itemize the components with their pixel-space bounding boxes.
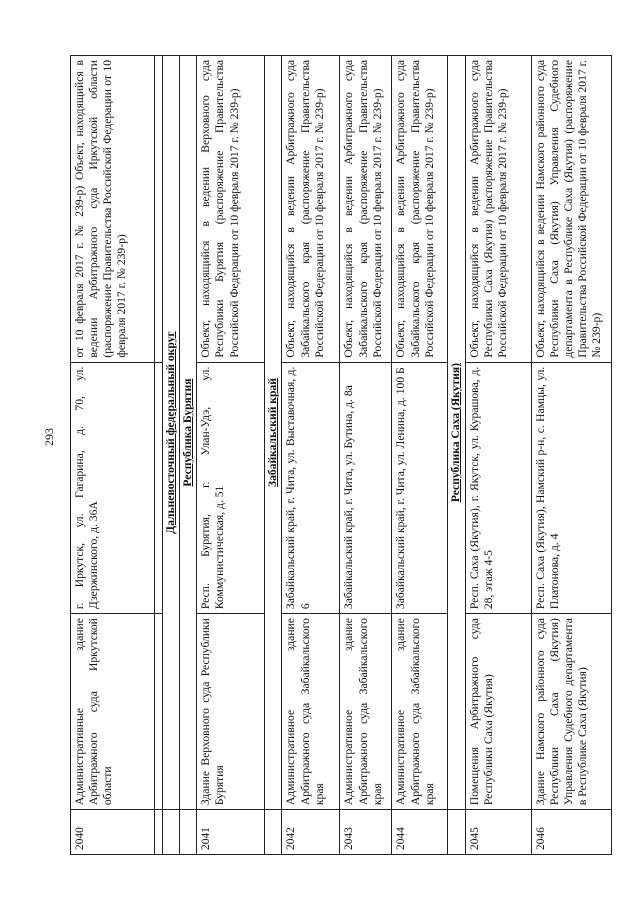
row-number: 2045	[465, 810, 531, 855]
page-number: 293	[42, 428, 56, 446]
object-basis: Объект, находящийся в ведении Арбитражного суда Забайкальского края (распоряжение Правительства Российской Федерации от 10 февраля 2017 г. № 239-р)	[282, 56, 340, 363]
object-basis: Объект, находящийся в ведении Арбитражного суда Республики Саха (Якутия) (распоряжение Правительства Российской Федерации от 10 февраля 2017 г. № 239-р)	[465, 56, 531, 363]
object-address: Респ. Саха (Якутия), Намский р-н, с. Намцы, ул. Платонова, д. 4	[531, 362, 611, 613]
region-heading: Забайкальский край	[265, 56, 282, 810]
region-heading: Дальневосточный федеральный округ	[163, 56, 180, 810]
region-row	[265, 56, 282, 855]
object-name: Здание Верховного суда Республики Бурятия	[197, 614, 265, 810]
row-number: 2040	[71, 810, 155, 855]
object-address: Забайкальский край, г. Чита, ул. Ленина, д. 100 Б	[392, 362, 448, 613]
object-name: Помещения Арбитражного суда Республики Саха (Якутия)	[465, 614, 531, 810]
table-row	[340, 56, 392, 855]
blank-row	[155, 56, 163, 855]
row-number: 2044	[392, 810, 448, 855]
object-name: Административные здание Арбитражного суда Иркутской области	[71, 614, 155, 810]
region-num-cell	[180, 810, 197, 855]
table-row	[531, 56, 611, 855]
object-name: Здание Намского районного суда Республики Саха (Якутия) Управления Судебного департамента в Республике Саха (Якутия)	[531, 614, 611, 810]
region-heading: Республика Бурятия	[180, 56, 197, 810]
object-basis: Объект, находящийся в ведении Арбитражного суда Забайкальского края (распоряжение Правительства Российской Федерации от 10 февраля 2017 г. № 239-р)	[340, 56, 392, 363]
object-basis: Объект, находящийся в ведении Арбитражного суда Забайкальского края (распоряжение Правительства Российской Федерации от 10 февраля 2017 г. № 239-р)	[392, 56, 448, 363]
object-name: Административное здание Арбитражного суда Забайкальского края	[282, 614, 340, 810]
table-row	[197, 56, 265, 855]
row-number: 2043	[340, 810, 392, 855]
table-row	[282, 56, 340, 855]
object-address: Забайкальский край, г. Чита, ул. Бутина, д. 8а	[340, 362, 392, 613]
row-number: 2046	[531, 810, 611, 855]
region-row	[448, 56, 465, 855]
table-row	[465, 56, 531, 855]
rotated-document	[70, 55, 604, 855]
property-table	[70, 55, 612, 855]
row-number: 2042	[282, 810, 340, 855]
object-basis: Объект, находящийся в ведении Намского районного суда Республики Саха (Якутия) Управления Судебного департамента в Республике Саха (Якутия) (распоряжение Правительства Российской Федерации от 10 февраля 2017 г. № 239-р)	[531, 56, 611, 363]
table-body	[71, 56, 612, 855]
object-address: Забайкальский край, г. Чита, ул. Выставочная, д. 6	[282, 362, 340, 613]
region-row	[180, 56, 197, 855]
blank-cell	[155, 362, 163, 613]
object-name: Административное здание Арбитражного суда Забайкальского края	[340, 614, 392, 810]
object-basis: Объект, находящийся в ведении Верховного суда Республики Бурятия (распоряжение Правительства Российской Федерации от 10 февраля 2017 г. № 239-р)	[197, 56, 265, 363]
object-basis: от 10 февраля 2017 г. № 239-р) Объект, находящийся в ведении Арбитражного суда Иркутской области (распоряжение Правительства Российской Федерации от 10 февраля 2017 г. № 239-р)	[71, 56, 155, 363]
region-num-cell	[448, 810, 465, 855]
region-num-cell	[265, 810, 282, 855]
row-number: 2041	[197, 810, 265, 855]
region-num-cell	[163, 810, 180, 855]
region-heading: Республика Саха (Якутия)	[448, 56, 465, 810]
region-row	[163, 56, 180, 855]
blank-cell	[155, 614, 163, 810]
blank-cell	[155, 56, 163, 363]
table-row	[71, 56, 155, 855]
object-address: г. Иркутск, ул. Гагарина, д. 70, ул. Дзержинского, д. 36А	[71, 362, 155, 613]
object-address: Респ. Саха (Якутия), г. Якутск, ул. Курашова, д. 28, этаж 4-5	[465, 362, 531, 613]
blank-cell	[155, 810, 163, 855]
object-name: Административное здание Арбитражного суда Забайкальского края	[392, 614, 448, 810]
table-row	[392, 56, 448, 855]
object-address: Респ. Бурятия, г. Улан-Удэ, ул. Коммунистическая, д. 51	[197, 362, 265, 613]
